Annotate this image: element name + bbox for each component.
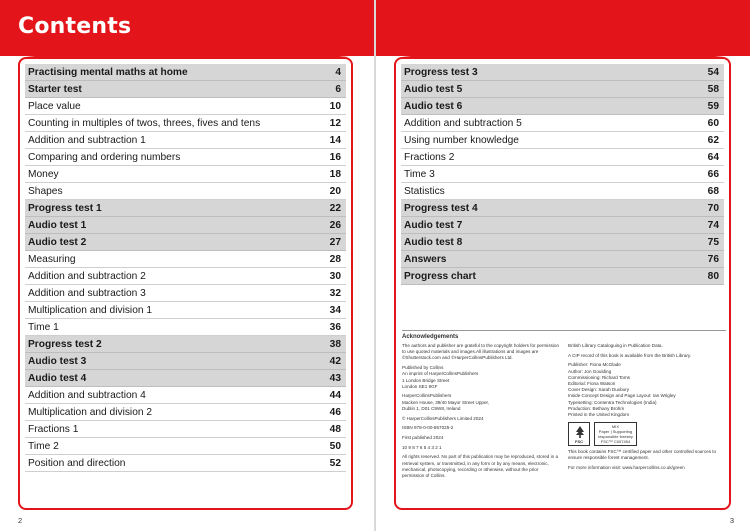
toc-entry-label: Statistics: [404, 185, 445, 197]
toc-row: [401, 234, 724, 251]
toc-row: [25, 302, 346, 319]
ack-text: British Library Cataloguing in Publication Data.: [568, 343, 663, 348]
toc-row: [25, 251, 346, 268]
toc-entry-page: 28: [329, 253, 341, 265]
toc-entry-page: 27: [329, 236, 341, 248]
toc-entry-page: 20: [329, 185, 341, 197]
toc-row: [401, 166, 724, 183]
toc-row: [25, 421, 346, 438]
toc-entry-page: 12: [329, 117, 341, 129]
toc-list-right: [401, 64, 724, 285]
toc-entry-page: 64: [707, 151, 719, 163]
toc-entry-page: 62: [707, 134, 719, 146]
toc-entry-page: 54: [707, 66, 719, 78]
toc-entry-label: Addition and subtraction 5: [404, 117, 522, 129]
toc-entry-label: Answers: [404, 253, 447, 265]
toc-entry-page: 80: [707, 270, 719, 282]
toc-entry-label: Measuring: [28, 253, 76, 265]
toc-entry-page: 4: [335, 66, 341, 78]
toc-row: [25, 353, 346, 370]
toc-row: [401, 251, 724, 268]
toc-row: [401, 132, 724, 149]
toc-row: [25, 319, 346, 336]
toc-entry-page: 32: [329, 287, 341, 299]
toc-row: [25, 336, 346, 353]
toc-entry-page: 76: [707, 253, 719, 265]
toc-entry-label: Progress chart: [404, 270, 476, 282]
toc-row: [25, 200, 346, 217]
toc-row: [401, 149, 724, 166]
toc-entry-page: 60: [707, 117, 719, 129]
toc-box-left: [18, 57, 353, 510]
toc-entry-label: Audio test 2: [28, 236, 87, 248]
fsc-logo-text: FSC: [575, 438, 583, 444]
toc-entry-label: Time 3: [404, 168, 435, 180]
toc-row: [401, 200, 724, 217]
ack-text: ISBN 978-0-00-867025-2: [402, 425, 454, 431]
toc-row: [25, 115, 346, 132]
toc-entry-label: Shapes: [28, 185, 63, 197]
toc-entry-page: 66: [707, 168, 719, 180]
toc-box-right: [394, 57, 731, 510]
toc-row: [25, 217, 346, 234]
toc-row: [401, 183, 724, 200]
toc-entry-page: 42: [329, 355, 341, 367]
ack-text: First published 2024: [402, 434, 444, 440]
ack-text: For more information visit: www.harpercollins.co.uk/green: [568, 464, 685, 470]
toc-entry-label: Using number knowledge: [404, 134, 519, 146]
toc-row: [25, 387, 346, 404]
acknowledgements: [402, 330, 726, 494]
toc-entry-label: Starter test: [28, 83, 82, 95]
page-title: Contents: [18, 14, 132, 39]
fsc-block: [568, 422, 726, 446]
toc-entry-page: 26: [329, 219, 341, 231]
toc-list-left: [25, 64, 346, 472]
toc-entry-label: Addition and subtraction 1: [28, 134, 146, 146]
toc-row: [401, 81, 724, 98]
ack-text: This book contains FSC™ certified paper and other controlled sources to ensure responsible forest management.: [568, 448, 717, 460]
toc-entry-page: 74: [707, 219, 719, 231]
toc-entry-page: 18: [329, 168, 341, 180]
toc-entry-label: Audio test 3: [28, 355, 87, 367]
fsc-label: MIX Paper | Supporting responsible forestry FSC™ C007454: [594, 422, 637, 446]
toc-entry-label: Audio test 7: [404, 219, 463, 231]
toc-row: [25, 234, 346, 251]
toc-row: [401, 268, 724, 285]
toc-entry-page: 75: [707, 236, 719, 248]
page-number-left: 2: [18, 516, 23, 525]
toc-row: [25, 132, 346, 149]
toc-entry-label: Multiplication and division 1: [28, 304, 153, 316]
toc-row: [25, 183, 346, 200]
toc-entry-label: Audio test 1: [28, 219, 87, 231]
toc-entry-page: 48: [329, 423, 341, 435]
toc-row: [401, 64, 724, 81]
toc-entry-page: 68: [707, 185, 719, 197]
ack-text: Publisher: Fiona McGlade Author: Jon Goulding Commissioning: Richard Toms Editorial: Fiona Watson Cover Design: Sarah Duxbury Inside Concept Design and Page Layout: Ian Wrigley Typesetting: Contentra Technologies (India) Production: Bethany Brohm Printed in the United Kingdom: [568, 362, 676, 418]
ack-text: The authors and publisher are grateful to the copyright holders for permission to use quoted materials and images.All illustrations and images are ©Shutterstock.com and ©HarperCollinsPublishers Ltd.: [402, 343, 560, 361]
toc-entry-page: 38: [329, 338, 341, 350]
ack-text: © HarperCollinsPublishers Limited 2024: [402, 415, 484, 421]
toc-entry-label: Audio test 8: [404, 236, 463, 248]
toc-row: [401, 98, 724, 115]
toc-entry-label: Time 2: [28, 440, 59, 452]
ack-text: HarperCollinsPublishers Macken House, 39/40 Mayor Street Upper, Dublin 1, D01 C9W8, Ireland: [402, 393, 490, 411]
toc-entry-label: Audio test 4: [28, 372, 87, 384]
page-number-right: 3: [729, 516, 734, 525]
toc-row: [25, 166, 346, 183]
toc-entry-page: 50: [329, 440, 341, 452]
toc-entry-page: 43: [329, 372, 341, 384]
toc-entry-page: 52: [329, 457, 341, 469]
toc-entry-page: 6: [335, 83, 341, 95]
toc-entry-label: Audio test 5: [404, 83, 463, 95]
toc-entry-label: Practising mental maths at home: [28, 66, 188, 78]
toc-entry-label: Multiplication and division 2: [28, 406, 153, 418]
toc-entry-label: Progress test 4: [404, 202, 478, 214]
toc-row: [25, 455, 346, 472]
tree-icon: [575, 426, 585, 438]
toc-entry-label: Place value: [28, 100, 81, 112]
toc-entry-label: Counting in multiples of twos, threes, fives and tens: [28, 117, 261, 129]
toc-entry-page: 10: [329, 100, 341, 112]
toc-entry-label: Addition and subtraction 3: [28, 287, 146, 299]
toc-entry-label: Money: [28, 168, 59, 180]
toc-entry-page: 46: [329, 406, 341, 418]
toc-row: [25, 438, 346, 455]
toc-entry-page: 36: [329, 321, 341, 333]
toc-entry-label: Progress test 2: [28, 338, 102, 350]
ack-column-right: [568, 343, 726, 483]
toc-entry-label: Addition and subtraction 4: [28, 389, 146, 401]
toc-entry-label: Position and direction: [28, 457, 126, 469]
toc-row: [401, 115, 724, 132]
toc-entry-page: 58: [707, 83, 719, 95]
toc-row: [25, 268, 346, 285]
toc-row: [25, 404, 346, 421]
toc-entry-label: Comparing and ordering numbers: [28, 151, 181, 163]
toc-entry-page: 16: [329, 151, 341, 163]
toc-entry-label: Audio test 6: [404, 100, 463, 112]
toc-row: [25, 149, 346, 166]
toc-entry-page: 59: [707, 100, 719, 112]
toc-row: [401, 217, 724, 234]
fsc-logo: [568, 422, 590, 446]
toc-entry-page: 22: [329, 202, 341, 214]
toc-entry-page: 44: [329, 389, 341, 401]
ack-text: All rights reserved. No part of this publication may be reproduced, stored in a retrieval system, or transmitted, in any form or by any means, electronic, mechanical, photocopying, recording or otherwise, without the prior permission of Collins.: [402, 454, 559, 478]
toc-entry-label: Time 1: [28, 321, 59, 333]
ack-column-left: [402, 343, 560, 483]
ack-title: Acknowledgements: [402, 334, 459, 340]
toc-row: [25, 370, 346, 387]
toc-entry-page: 34: [329, 304, 341, 316]
toc-row: [25, 64, 346, 81]
header-banner-right: [376, 0, 750, 56]
toc-entry-page: 14: [329, 134, 341, 146]
ack-text: 10 9 8 7 6 5 4 3 2 1: [402, 444, 442, 450]
ack-text: A CIP record of this book is available from the British Library.: [568, 352, 692, 358]
toc-row: [25, 285, 346, 302]
gutter: [374, 0, 376, 531]
toc-row: [25, 98, 346, 115]
toc-entry-page: 30: [329, 270, 341, 282]
toc-entry-label: Addition and subtraction 2: [28, 270, 146, 282]
toc-entry-label: Progress test 3: [404, 66, 478, 78]
toc-row: [25, 81, 346, 98]
ack-text: Published by Collins An imprint of HarperCollinsPublishers 1 London Bridge Street London SE1 9GF: [402, 365, 479, 389]
toc-entry-label: Fractions 2: [404, 151, 455, 163]
toc-entry-page: 70: [707, 202, 719, 214]
toc-entry-label: Progress test 1: [28, 202, 102, 214]
toc-entry-label: Fractions 1: [28, 423, 79, 435]
